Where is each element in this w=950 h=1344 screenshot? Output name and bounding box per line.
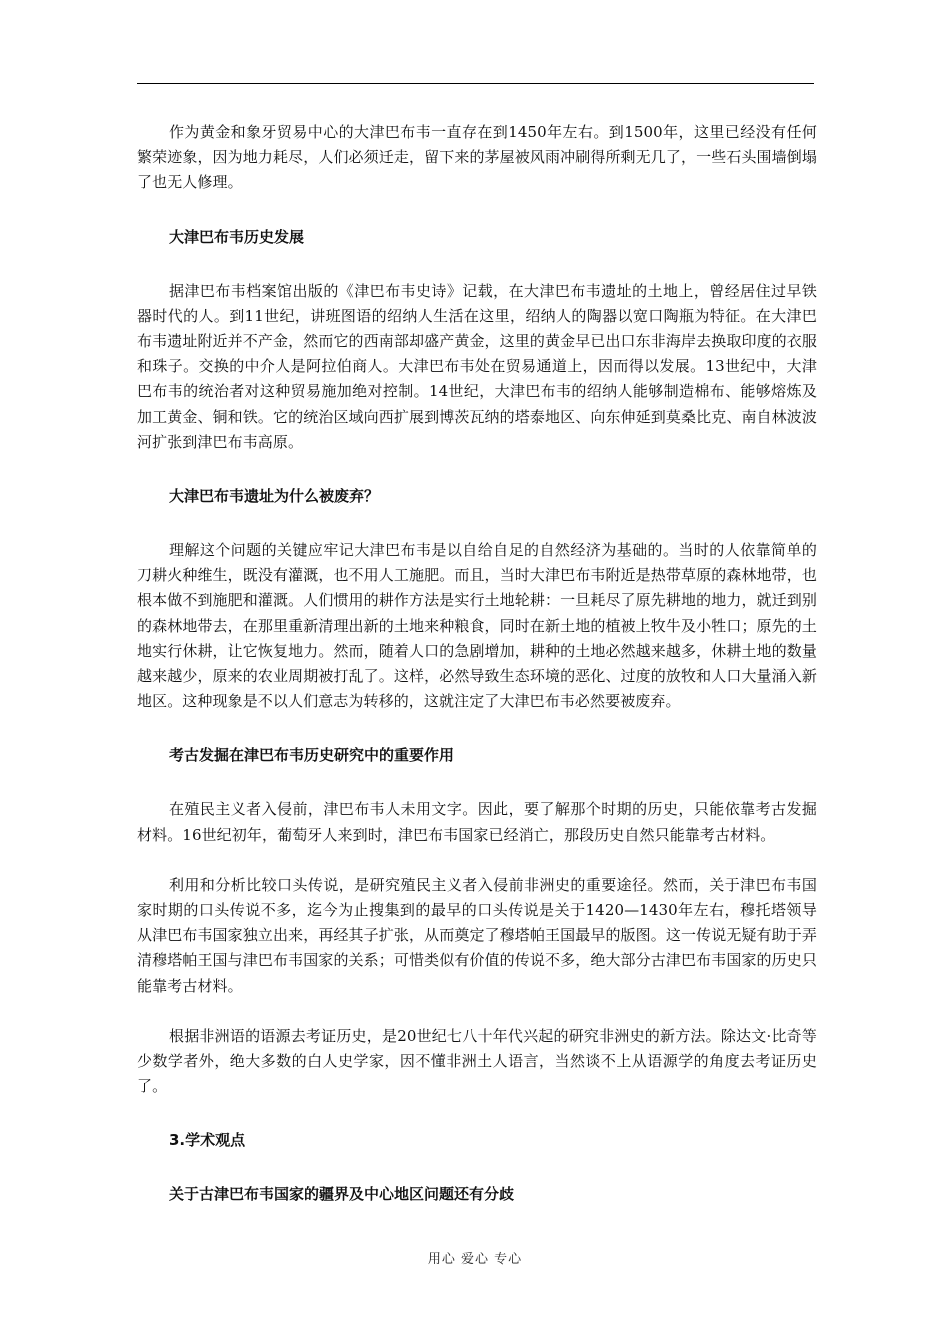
heading-archaeology-role: 考古发掘在津巴布韦历史研究中的重要作用 bbox=[169, 746, 455, 765]
heading-why-abandoned: 大津巴布韦遗址为什么被废弃？ bbox=[169, 487, 380, 506]
page-footer: 用心 爱心 专心 bbox=[427, 1252, 523, 1267]
heading-borders-dispute: 关于古津巴布韦国家的疆界及中心地区问题还有分歧 bbox=[169, 1185, 515, 1204]
heading-academic-views: 3.学术观点 bbox=[169, 1131, 246, 1150]
paragraph-oral-tradition: 利用和分析比较口头传说，是研究殖民主义者入侵前非洲史的重要途径。然而，关于津巴布韦国家时期的口头传说不多，迄今为止搜集到的最早的口头传说是关于1420—1430年左右，穆托塔领导从津巴布韦国家独立出来，再经其子扩张，从而奠定了穆塔帕王国最早的版图。这一传说无疑有助于弄清穆塔帕王国与津巴布韦国家的关系；可惜类似有价值的传说不多，绝大部分古津巴布韦国家的历史只能靠考古材料。 bbox=[137, 875, 817, 995]
paragraph-etymology: 根据非洲语的语源去考证历史，是20世纪七八十年代兴起的研究非洲史的新方法。除达文·比奇等少数学者外，绝大多数的白人史学家，因不懂非洲土人语言，当然谈不上从语源学的角度去考证历史了。 bbox=[137, 1026, 817, 1096]
paragraph-trade-center: 作为黄金和象牙贸易中心的大津巴布韦一直存在到1450年左右。到1500年，这里已经没有任何繁荣迹象，因为地力耗尽，人们必须迁走，留下来的茅屋被风雨冲刷得所剩无几了，一些石头围墙倒塌了也无人修理。 bbox=[137, 123, 817, 192]
document-body bbox=[137, 120, 817, 1207]
header-rule bbox=[137, 83, 814, 84]
paragraph-abandonment: 理解这个问题的关键应牢记大津巴布韦是以自给自足的自然经济为基础的。当时的人依靠简单的刀耕火种维生，既没有灌溉，也不用人工施肥。而且，当时大津巴布韦附近是热带草原的森林地带，也根本做不到施肥和灌溉。人们惯用的耕作方法是实行土地轮耕：一旦耗尽了原先耕地的地力，就迁到别的森林地带去，在那里重新清理出新的土地来种粮食，同时在新土地的植被上牧牛及小牲口；原先的土地实行休耕，让它恢复地力。然而，随着人口的急剧增加，耕种的土地必然越来越多，休耕土地的数量越来越少，原来的农业周期被打乱了。这样，必然导致生态环境的恶化、过度的放牧和人口大量涌入新地区。这种现象是不以人们意志为转移的，这就注定了大津巴布韦必然要被废弃。 bbox=[137, 541, 817, 711]
paragraph-history: 据津巴布韦档案馆出版的《津巴布韦史诗》记载，在大津巴布韦遗址的土地上，曾经居住过早铁器时代的人。到11世纪，讲班图语的绍纳人生活在这里，绍纳人的陶器以宽口陶瓶为特征。在大津巴布韦遗址附近并不产金，然而它的西南部却盛产黄金，这里的黄金早已出口东非海岸去换取印度的衣服和珠子。交换的中介人是阿拉伯商人。大津巴布韦处在贸易通道上，因而得以发展。13世纪中，大津巴布韦的统治者对这种贸易施加绝对控制。14世纪，大津巴布韦的绍纳人能够制造棉布、能够熔炼及加工黄金、铜和铁。它的统治区域向西扩展到博茨瓦纳的塔泰地区、向东伸延到莫桑比克、南自林波波河扩张到津巴布韦高原。 bbox=[137, 281, 817, 451]
heading-history-development: 大津巴布韦历史发展 bbox=[169, 227, 305, 246]
paragraph-archaeology: 在殖民主义者入侵前，津巴布韦人未用文字。因此，要了解那个时期的历史，只能依靠考古发掘材料。16世纪初年，葡萄牙人来到时，津巴布韦国家已经消亡，那段历史自然只能靠考古材料。 bbox=[137, 800, 817, 844]
